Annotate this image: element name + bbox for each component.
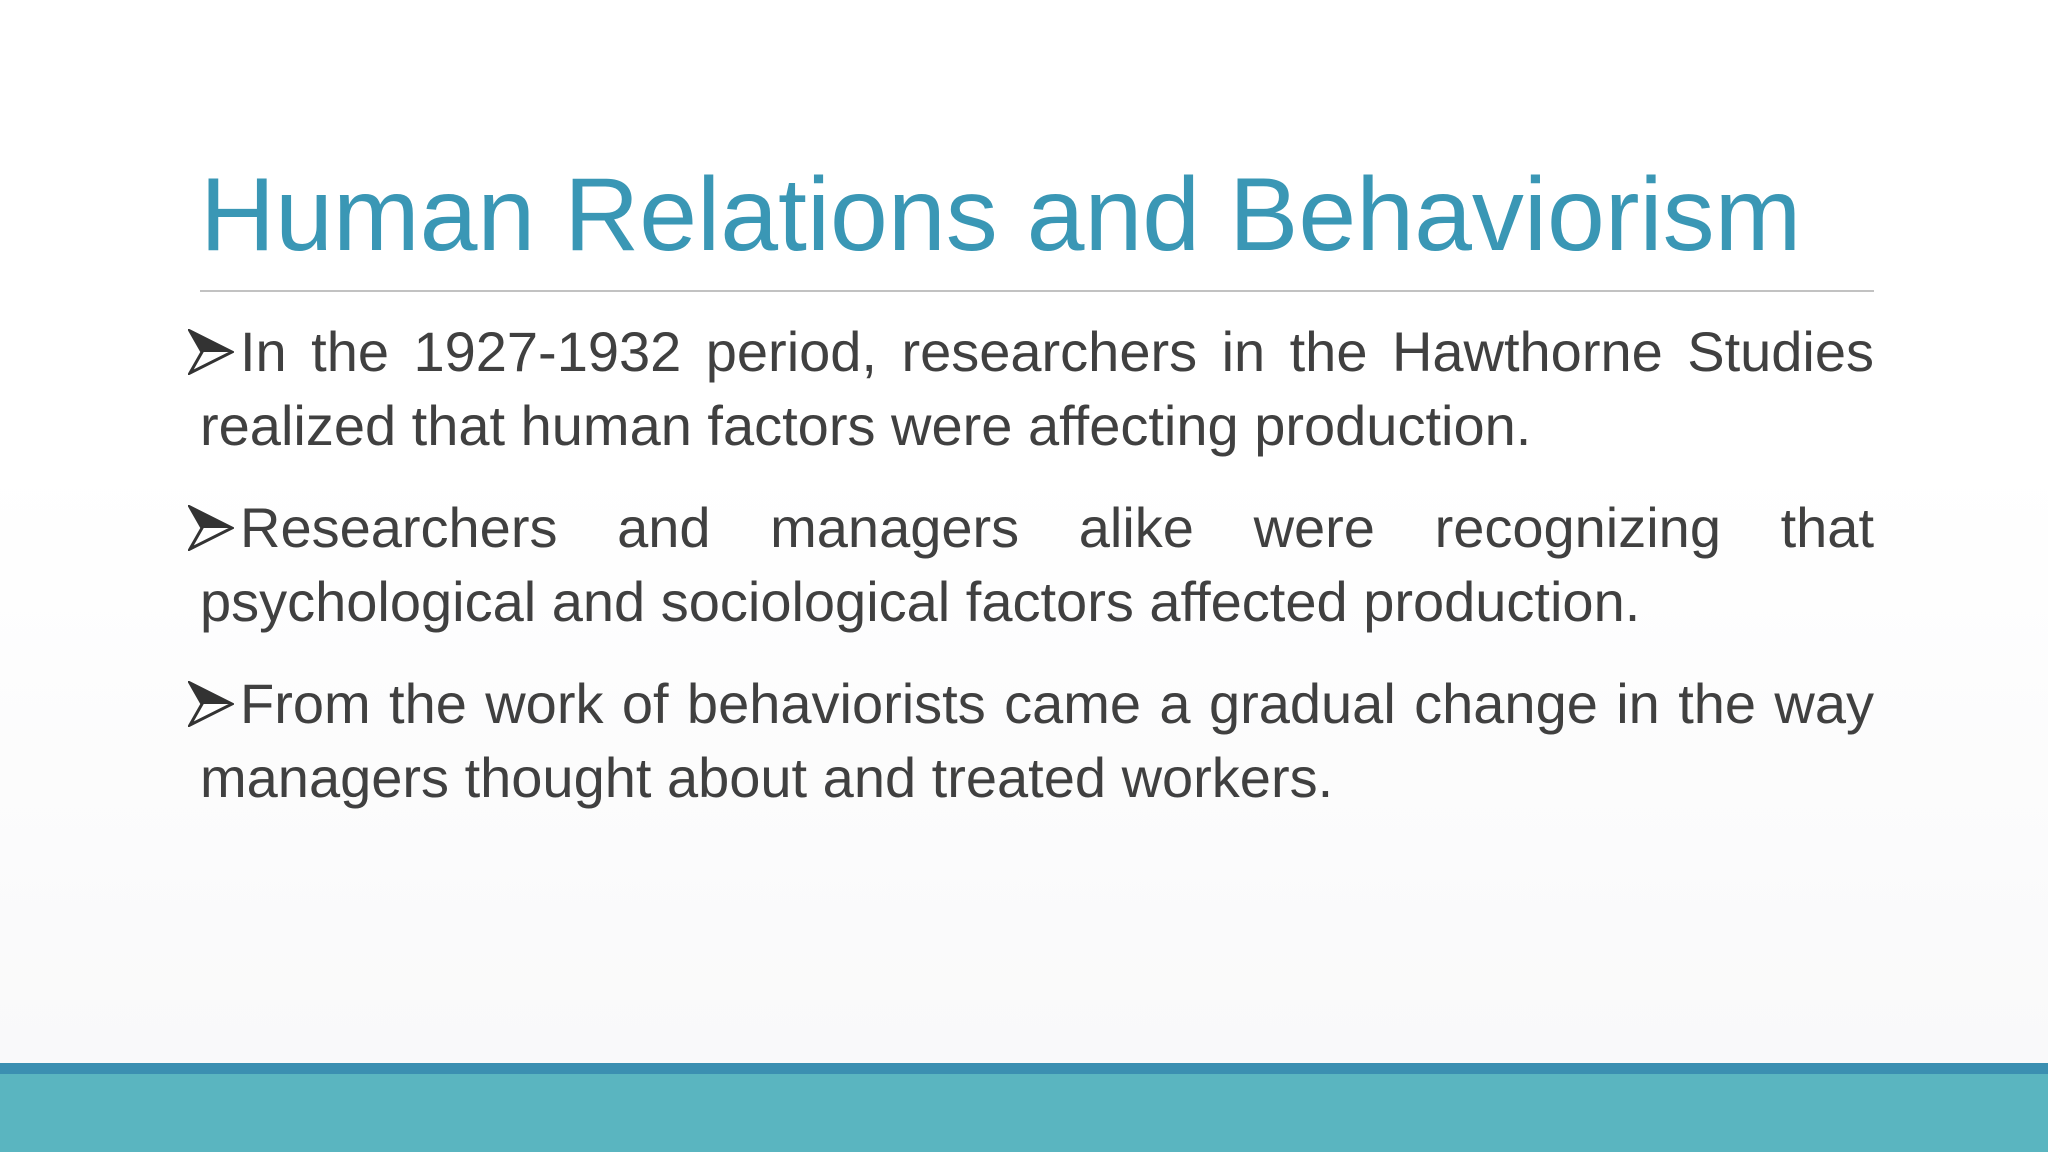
footer-accent-strip	[0, 1063, 2048, 1074]
title-divider	[200, 290, 1874, 292]
bullet-item	[200, 315, 1874, 463]
bullet-text: From the work of behaviorists came a gradual change in the way managers thought about and treated workers.	[200, 672, 1874, 809]
slide-title: Human Relations and Behaviorism	[200, 157, 1802, 273]
bullet-list	[200, 315, 1874, 843]
bullet-text: Researchers and managers alike were recognizing that psychological and sociological factors affected production.	[200, 496, 1874, 633]
bullet-text: In the 1927-1932 period, researchers in the Hawthorne Studies realized that human factors were affecting production.	[200, 320, 1874, 457]
footer-band	[0, 1074, 2048, 1152]
arrowhead-bullet-icon	[188, 329, 234, 375]
bullet-item	[200, 667, 1874, 815]
bullet-item	[200, 491, 1874, 639]
arrowhead-bullet-icon	[188, 505, 234, 551]
arrowhead-bullet-icon	[188, 681, 234, 727]
